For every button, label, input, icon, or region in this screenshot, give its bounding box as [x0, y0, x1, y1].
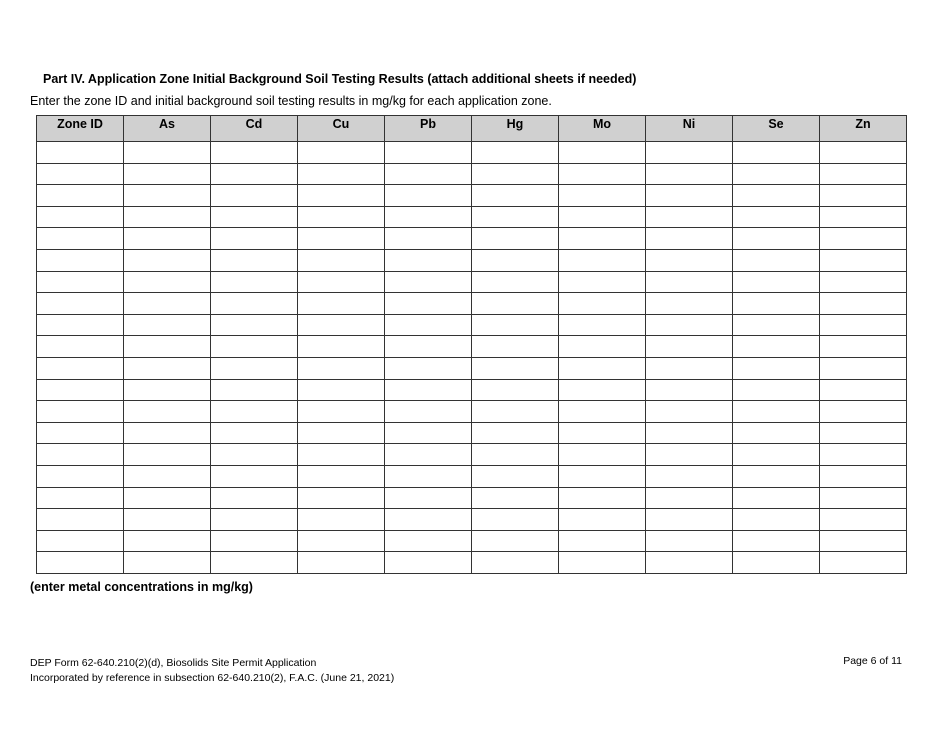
cell-cu[interactable] [298, 422, 385, 444]
cell-zn[interactable] [820, 487, 907, 509]
cell-cd[interactable] [211, 314, 298, 336]
cell-cu[interactable] [298, 228, 385, 250]
cell-cu[interactable] [298, 163, 385, 185]
cell-cd[interactable] [211, 293, 298, 315]
cell-se[interactable] [733, 293, 820, 315]
cell-zn[interactable] [820, 465, 907, 487]
cell-cu[interactable] [298, 444, 385, 466]
cell-pb[interactable] [385, 314, 472, 336]
cell-pb[interactable] [385, 336, 472, 358]
cell-zn[interactable] [820, 357, 907, 379]
cell-mo[interactable] [559, 185, 646, 207]
cell-zn[interactable] [820, 530, 907, 552]
cell-cd[interactable] [211, 249, 298, 271]
table-body [37, 142, 907, 574]
table-row [37, 422, 907, 444]
cell-hg[interactable] [472, 444, 559, 466]
cell-se[interactable] [733, 163, 820, 185]
cell-zone-id[interactable] [37, 163, 124, 185]
cell-hg[interactable] [472, 336, 559, 358]
cell-hg[interactable] [472, 509, 559, 531]
cell-cd[interactable] [211, 185, 298, 207]
cell-ni[interactable] [646, 357, 733, 379]
cell-pb[interactable] [385, 293, 472, 315]
cell-as[interactable] [124, 249, 211, 271]
table-row [37, 509, 907, 531]
cell-mo[interactable] [559, 206, 646, 228]
cell-pb[interactable] [385, 271, 472, 293]
cell-se[interactable] [733, 249, 820, 271]
cell-cu[interactable] [298, 552, 385, 574]
cell-se[interactable] [733, 465, 820, 487]
cell-zn[interactable] [820, 271, 907, 293]
section-title: Part IV. Application Zone Initial Background Soil Testing Results (attach additional sheets if needed) [43, 72, 637, 86]
cell-cd[interactable] [211, 271, 298, 293]
cell-pb[interactable] [385, 163, 472, 185]
cell-cd[interactable] [211, 444, 298, 466]
cell-ni[interactable] [646, 206, 733, 228]
cell-se[interactable] [733, 552, 820, 574]
cell-as[interactable] [124, 185, 211, 207]
table-row [37, 271, 907, 293]
cell-hg[interactable] [472, 465, 559, 487]
cell-as[interactable] [124, 314, 211, 336]
table-header-row [37, 116, 907, 142]
cell-cd[interactable] [211, 357, 298, 379]
cell-mo[interactable] [559, 314, 646, 336]
cell-ni[interactable] [646, 228, 733, 250]
cell-zone-id[interactable] [37, 271, 124, 293]
cell-ni[interactable] [646, 293, 733, 315]
cell-zn[interactable] [820, 249, 907, 271]
cell-se[interactable] [733, 509, 820, 531]
cell-pb[interactable] [385, 530, 472, 552]
cell-zn[interactable] [820, 444, 907, 466]
cell-as[interactable] [124, 206, 211, 228]
cell-pb[interactable] [385, 465, 472, 487]
cell-zone-id[interactable] [37, 530, 124, 552]
table-row [37, 357, 907, 379]
cell-mo[interactable] [559, 530, 646, 552]
cell-as[interactable] [124, 271, 211, 293]
cell-cu[interactable] [298, 530, 385, 552]
table-row [37, 185, 907, 207]
cell-ni[interactable] [646, 401, 733, 423]
cell-cd[interactable] [211, 530, 298, 552]
cell-zn[interactable] [820, 336, 907, 358]
cell-pb[interactable] [385, 249, 472, 271]
cell-zone-id[interactable] [37, 228, 124, 250]
cell-zone-id[interactable] [37, 314, 124, 336]
cell-zone-id[interactable] [37, 422, 124, 444]
cell-cd[interactable] [211, 336, 298, 358]
cell-as[interactable] [124, 228, 211, 250]
column-header-pb: Pb [385, 116, 472, 142]
cell-pb[interactable] [385, 228, 472, 250]
table-row [37, 336, 907, 358]
cell-cd[interactable] [211, 422, 298, 444]
cell-se[interactable] [733, 142, 820, 164]
cell-zn[interactable] [820, 379, 907, 401]
cell-pb[interactable] [385, 357, 472, 379]
cell-cd[interactable] [211, 552, 298, 574]
cell-se[interactable] [733, 379, 820, 401]
cell-zone-id[interactable] [37, 357, 124, 379]
cell-zn[interactable] [820, 293, 907, 315]
cell-se[interactable] [733, 336, 820, 358]
column-header-cu: Cu [298, 116, 385, 142]
cell-zone-id[interactable] [37, 552, 124, 574]
cell-zone-id[interactable] [37, 401, 124, 423]
cell-cu[interactable] [298, 206, 385, 228]
cell-cd[interactable] [211, 228, 298, 250]
table-row [37, 530, 907, 552]
form-footer [30, 656, 394, 686]
cell-cd[interactable] [211, 206, 298, 228]
cell-as[interactable] [124, 487, 211, 509]
cell-zone-id[interactable] [37, 249, 124, 271]
column-header-zn: Zn [820, 116, 907, 142]
cell-pb[interactable] [385, 379, 472, 401]
cell-mo[interactable] [559, 249, 646, 271]
cell-ni[interactable] [646, 379, 733, 401]
cell-hg[interactable] [472, 314, 559, 336]
cell-as[interactable] [124, 336, 211, 358]
cell-cd[interactable] [211, 142, 298, 164]
cell-as[interactable] [124, 530, 211, 552]
cell-cu[interactable] [298, 357, 385, 379]
cell-zone-id[interactable] [37, 206, 124, 228]
table-row [37, 142, 907, 164]
cell-se[interactable] [733, 271, 820, 293]
column-header-hg: Hg [472, 116, 559, 142]
cell-zone-id[interactable] [37, 509, 124, 531]
cell-cu[interactable] [298, 249, 385, 271]
cell-hg[interactable] [472, 379, 559, 401]
cell-pb[interactable] [385, 206, 472, 228]
cell-cu[interactable] [298, 487, 385, 509]
cell-cu[interactable] [298, 465, 385, 487]
cell-hg[interactable] [472, 163, 559, 185]
cell-as[interactable] [124, 379, 211, 401]
units-note: (enter metal concentrations in mg/kg) [30, 580, 253, 594]
table-row [37, 206, 907, 228]
column-header-as: As [124, 116, 211, 142]
cell-hg[interactable] [472, 142, 559, 164]
cell-hg[interactable] [472, 293, 559, 315]
cell-cu[interactable] [298, 185, 385, 207]
cell-hg[interactable] [472, 487, 559, 509]
cell-cd[interactable] [211, 509, 298, 531]
cell-mo[interactable] [559, 444, 646, 466]
cell-pb[interactable] [385, 185, 472, 207]
cell-zn[interactable] [820, 228, 907, 250]
cell-se[interactable] [733, 487, 820, 509]
cell-cu[interactable] [298, 314, 385, 336]
cell-zn[interactable] [820, 314, 907, 336]
cell-hg[interactable] [472, 401, 559, 423]
cell-pb[interactable] [385, 444, 472, 466]
cell-zn[interactable] [820, 206, 907, 228]
cell-pb[interactable] [385, 401, 472, 423]
cell-mo[interactable] [559, 509, 646, 531]
table-row [37, 552, 907, 574]
cell-se[interactable] [733, 185, 820, 207]
cell-se[interactable] [733, 422, 820, 444]
soil-results-table [36, 115, 907, 574]
cell-as[interactable] [124, 422, 211, 444]
column-header-zone-id: Zone ID [37, 116, 124, 142]
cell-pb[interactable] [385, 552, 472, 574]
cell-as[interactable] [124, 465, 211, 487]
cell-zone-id[interactable] [37, 185, 124, 207]
table-row [37, 293, 907, 315]
cell-hg[interactable] [472, 552, 559, 574]
cell-pb[interactable] [385, 142, 472, 164]
cell-cd[interactable] [211, 401, 298, 423]
cell-ni[interactable] [646, 271, 733, 293]
table-row [37, 163, 907, 185]
cell-se[interactable] [733, 530, 820, 552]
cell-cu[interactable] [298, 336, 385, 358]
column-header-se: Se [733, 116, 820, 142]
cell-mo[interactable] [559, 422, 646, 444]
cell-hg[interactable] [472, 271, 559, 293]
cell-ni[interactable] [646, 465, 733, 487]
cell-as[interactable] [124, 401, 211, 423]
cell-se[interactable] [733, 206, 820, 228]
column-header-mo: Mo [559, 116, 646, 142]
cell-mo[interactable] [559, 142, 646, 164]
form-identifier: DEP Form 62-640.210(2)(d), Biosolids Site Permit Application [30, 657, 317, 669]
incorporation-reference: Incorporated by reference in subsection 62-640.210(2), F.A.C. (June 21, 2021) [30, 672, 395, 684]
cell-cu[interactable] [298, 271, 385, 293]
column-header-cd: Cd [211, 116, 298, 142]
cell-hg[interactable] [472, 228, 559, 250]
cell-cu[interactable] [298, 401, 385, 423]
cell-zn[interactable] [820, 509, 907, 531]
table-row [37, 249, 907, 271]
cell-se[interactable] [733, 314, 820, 336]
cell-se[interactable] [733, 357, 820, 379]
cell-cd[interactable] [211, 163, 298, 185]
column-header-ni: Ni [646, 116, 733, 142]
cell-cd[interactable] [211, 379, 298, 401]
cell-mo[interactable] [559, 336, 646, 358]
cell-as[interactable] [124, 142, 211, 164]
cell-ni[interactable] [646, 163, 733, 185]
cell-ni[interactable] [646, 509, 733, 531]
cell-cu[interactable] [298, 293, 385, 315]
cell-zn[interactable] [820, 185, 907, 207]
cell-mo[interactable] [559, 487, 646, 509]
cell-cd[interactable] [211, 465, 298, 487]
cell-ni[interactable] [646, 552, 733, 574]
cell-zone-id[interactable] [37, 379, 124, 401]
cell-cu[interactable] [298, 379, 385, 401]
cell-as[interactable] [124, 552, 211, 574]
cell-cu[interactable] [298, 142, 385, 164]
table-row [37, 465, 907, 487]
cell-mo[interactable] [559, 465, 646, 487]
cell-mo[interactable] [559, 379, 646, 401]
cell-ni[interactable] [646, 422, 733, 444]
cell-zn[interactable] [820, 552, 907, 574]
cell-mo[interactable] [559, 552, 646, 574]
cell-mo[interactable] [559, 293, 646, 315]
cell-zn[interactable] [820, 422, 907, 444]
cell-hg[interactable] [472, 185, 559, 207]
cell-ni[interactable] [646, 530, 733, 552]
cell-mo[interactable] [559, 357, 646, 379]
cell-ni[interactable] [646, 249, 733, 271]
cell-mo[interactable] [559, 401, 646, 423]
cell-ni[interactable] [646, 444, 733, 466]
cell-se[interactable] [733, 444, 820, 466]
cell-hg[interactable] [472, 530, 559, 552]
table-row [37, 228, 907, 250]
cell-zn[interactable] [820, 142, 907, 164]
cell-pb[interactable] [385, 487, 472, 509]
cell-zn[interactable] [820, 401, 907, 423]
cell-se[interactable] [733, 401, 820, 423]
cell-as[interactable] [124, 293, 211, 315]
cell-cd[interactable] [211, 487, 298, 509]
section-instructions: Enter the zone ID and initial background soil testing results in mg/kg for each application zone. [30, 94, 552, 108]
table-row [37, 314, 907, 336]
cell-ni[interactable] [646, 336, 733, 358]
cell-hg[interactable] [472, 206, 559, 228]
cell-zone-id[interactable] [37, 487, 124, 509]
cell-se[interactable] [733, 228, 820, 250]
cell-pb[interactable] [385, 422, 472, 444]
cell-zone-id[interactable] [37, 444, 124, 466]
cell-cu[interactable] [298, 509, 385, 531]
cell-as[interactable] [124, 509, 211, 531]
cell-hg[interactable] [472, 422, 559, 444]
cell-mo[interactable] [559, 163, 646, 185]
cell-ni[interactable] [646, 314, 733, 336]
cell-zone-id[interactable] [37, 293, 124, 315]
cell-zn[interactable] [820, 163, 907, 185]
page-number: Page 6 of 11 [843, 655, 902, 667]
cell-zone-id[interactable] [37, 465, 124, 487]
table-row [37, 401, 907, 423]
cell-ni[interactable] [646, 487, 733, 509]
cell-as[interactable] [124, 357, 211, 379]
cell-hg[interactable] [472, 249, 559, 271]
cell-ni[interactable] [646, 142, 733, 164]
cell-ni[interactable] [646, 185, 733, 207]
table-row [37, 444, 907, 466]
cell-as[interactable] [124, 163, 211, 185]
cell-pb[interactable] [385, 509, 472, 531]
cell-hg[interactable] [472, 357, 559, 379]
cell-zone-id[interactable] [37, 142, 124, 164]
cell-as[interactable] [124, 444, 211, 466]
cell-zone-id[interactable] [37, 336, 124, 358]
table-row [37, 379, 907, 401]
table-row [37, 487, 907, 509]
cell-mo[interactable] [559, 228, 646, 250]
cell-mo[interactable] [559, 271, 646, 293]
